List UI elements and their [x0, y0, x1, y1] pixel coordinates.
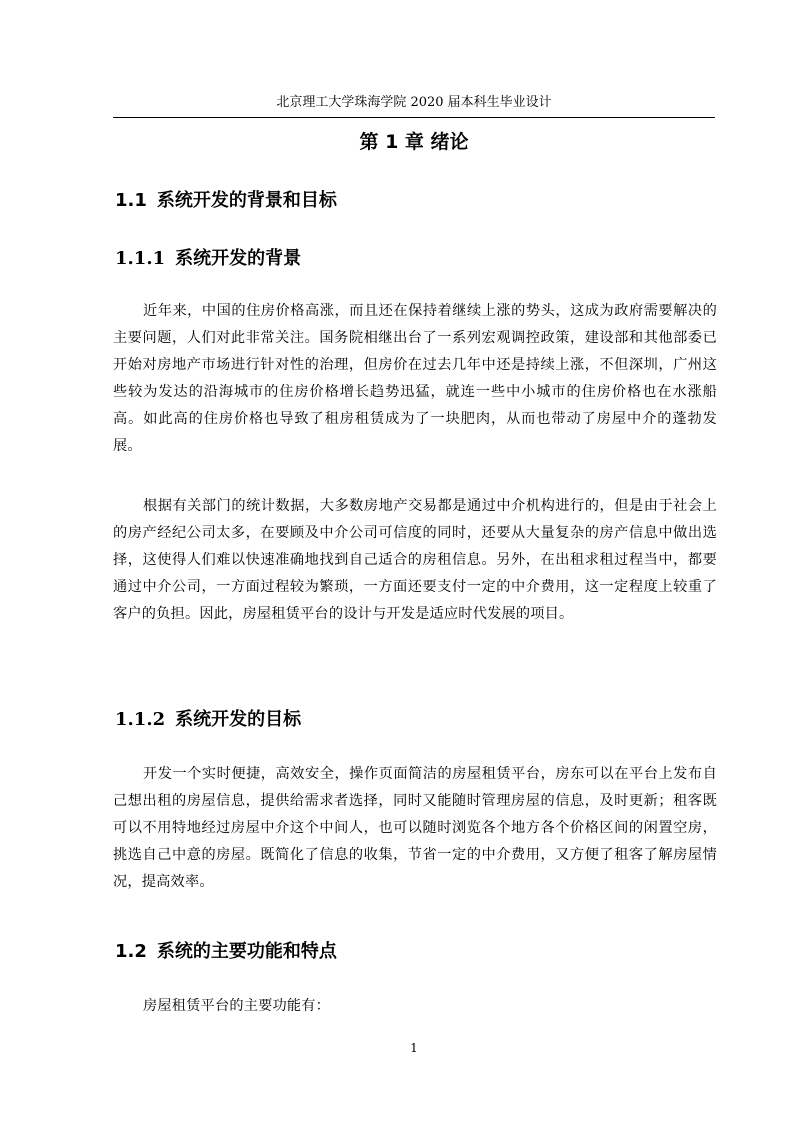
- paragraph-goal: 开发一个实时便捷，高效安全，操作页面简洁的房屋租赁平台，房东可以在平台上发布自己想出租的房屋信息，提供给需求者选择，同时又能随时管理房屋的信息，及时更新；租客既可以不用特地经过房屋中介这个中间人，也可以随时浏览各个地方各个价格区间的闲置空房，挑选自己中意的房屋。既简化了信息的收集，节省一定的中介费用，又方便了租客了解房屋情况，提高效率。: [113, 766, 717, 890]
- page-number: 1: [410, 1041, 418, 1055]
- running-header: 北京理工大学珠海学院 2020 届本科生毕业设计: [276, 95, 552, 110]
- section-number: 1.1: [115, 190, 147, 211]
- subsection-title: 系统开发的目标: [175, 709, 302, 730]
- header-rule: [113, 117, 715, 118]
- subsection-title: 系统开发的背景: [175, 248, 302, 269]
- paragraph-background-1: 近年来，中国的住房价格高涨，而且还在保持着继续上涨的势头，这成为政府需要解决的主要问题，人们对此非常关注。国务院相继出台了一系列宏观调控政策，建设部和其他部委已开始对房地产市场进行针对性的治理，但房价在过去几年中还是持续上涨，不但深圳，广州这些较为发达的沿海城市的住房价格增长趋势迅猛，就连一些中小城市的住房价格也在水涨船高。如此高的住房价格也导致了租房租赁成为了一块肥肉，从而也带动了房屋中介的蓬勃发展。: [113, 303, 717, 454]
- subsection-number: 1.1.2: [115, 709, 166, 730]
- subsection-number: 1.1.1: [115, 248, 166, 269]
- section-heading-1-1: [115, 188, 337, 214]
- section-title: 系统的主要功能和特点: [156, 941, 337, 962]
- paragraph-background-2: 根据有关部门的统计数据，大多数房地产交易都是通过中介机构进行的，但是由于社会上的房产经纪公司太多，在要顾及中介公司可信度的同时，还要从大量复杂的房产信息中做出选择，这使得人们难以快速准确地找到自己适合的房租信息。另外，在出租求租过程当中，都要通过中介公司，一方面过程较为繁琐，一方面还要支付一定的中介费用，这一定程度上较重了客户的负担。因此，房屋租赁平台的设计与开发是适应时代发展的项目。: [113, 498, 717, 622]
- chapter-title: 第 1 章 绪论: [359, 131, 469, 153]
- section-heading-1-2: [115, 939, 337, 965]
- subsection-heading-1-1-2: [115, 707, 301, 733]
- section-number: 1.2: [115, 941, 147, 962]
- section-title: 系统开发的背景和目标: [156, 190, 337, 211]
- subsection-heading-1-1-1: [115, 246, 301, 272]
- paragraph-functions-intro: 房屋租赁平台的主要功能有：: [143, 998, 331, 1014]
